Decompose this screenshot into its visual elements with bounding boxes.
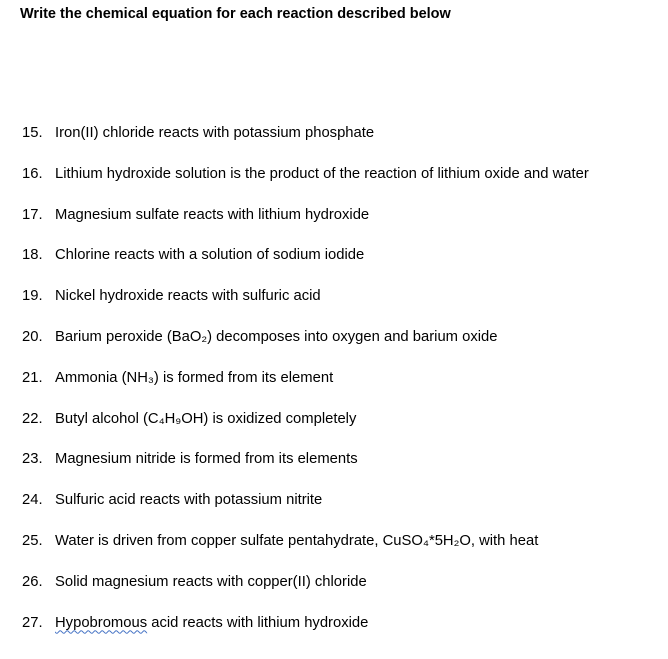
question-text: Nickel hydroxide reacts with sulfuric acid bbox=[55, 288, 321, 305]
question-item bbox=[22, 370, 333, 386]
question-text: Lithium hydroxide solution is the product of the reaction of lithium oxide and water bbox=[55, 165, 589, 182]
question-number: 19. bbox=[22, 288, 43, 305]
question-number: 16. bbox=[22, 165, 43, 182]
question-text: Ammonia (NH₃) is formed from its element bbox=[55, 369, 334, 386]
worksheet-title: Write the chemical equation for each reaction described below bbox=[20, 6, 451, 22]
question-number: 27. bbox=[22, 614, 43, 631]
question-item bbox=[22, 411, 356, 427]
question-number: 26. bbox=[22, 573, 43, 590]
question-text: Water is driven from copper sulfate pentahydrate, CuSO₄*5H₂O, with heat bbox=[55, 533, 539, 549]
question-text: Magnesium nitride is formed from its elements bbox=[55, 451, 358, 468]
question-item bbox=[22, 329, 497, 345]
question-number: 22. bbox=[22, 410, 43, 427]
question-text: acid reacts with lithium hydroxide bbox=[147, 614, 369, 631]
question-item bbox=[22, 451, 358, 467]
question-item bbox=[22, 207, 369, 223]
question-item bbox=[22, 125, 374, 141]
question-item bbox=[22, 533, 538, 549]
question-item bbox=[22, 615, 368, 631]
question-item bbox=[22, 492, 322, 508]
question-number: 23. bbox=[22, 451, 43, 468]
question-text: Magnesium sulfate reacts with lithium hydroxide bbox=[55, 206, 370, 223]
question-number: 24. bbox=[22, 492, 43, 509]
question-number: 25. bbox=[22, 533, 43, 549]
question-item bbox=[22, 574, 367, 590]
question-number: 15. bbox=[22, 125, 43, 141]
question-number: 18. bbox=[22, 247, 43, 264]
question-text: Iron(II) chloride reacts with potassium phosphate bbox=[55, 125, 375, 141]
question-item bbox=[22, 166, 589, 182]
misspelled-word: Hypobromous bbox=[55, 614, 148, 631]
question-item bbox=[22, 288, 321, 304]
question-text: Barium peroxide (BaO₂) decomposes into oxygen and barium oxide bbox=[55, 329, 498, 345]
question-number: 20. bbox=[22, 329, 43, 345]
question-number: 17. bbox=[22, 206, 43, 223]
question-text: Solid magnesium reacts with copper(II) chloride bbox=[55, 573, 367, 590]
question-text: Chlorine reacts with a solution of sodium iodide bbox=[55, 247, 365, 264]
question-item bbox=[22, 247, 364, 263]
question-number: 21. bbox=[22, 369, 43, 386]
question-text: Sulfuric acid reacts with potassium nitrite bbox=[55, 492, 323, 509]
question-text: Butyl alcohol (C₄H₉OH) is oxidized completely bbox=[55, 410, 357, 427]
